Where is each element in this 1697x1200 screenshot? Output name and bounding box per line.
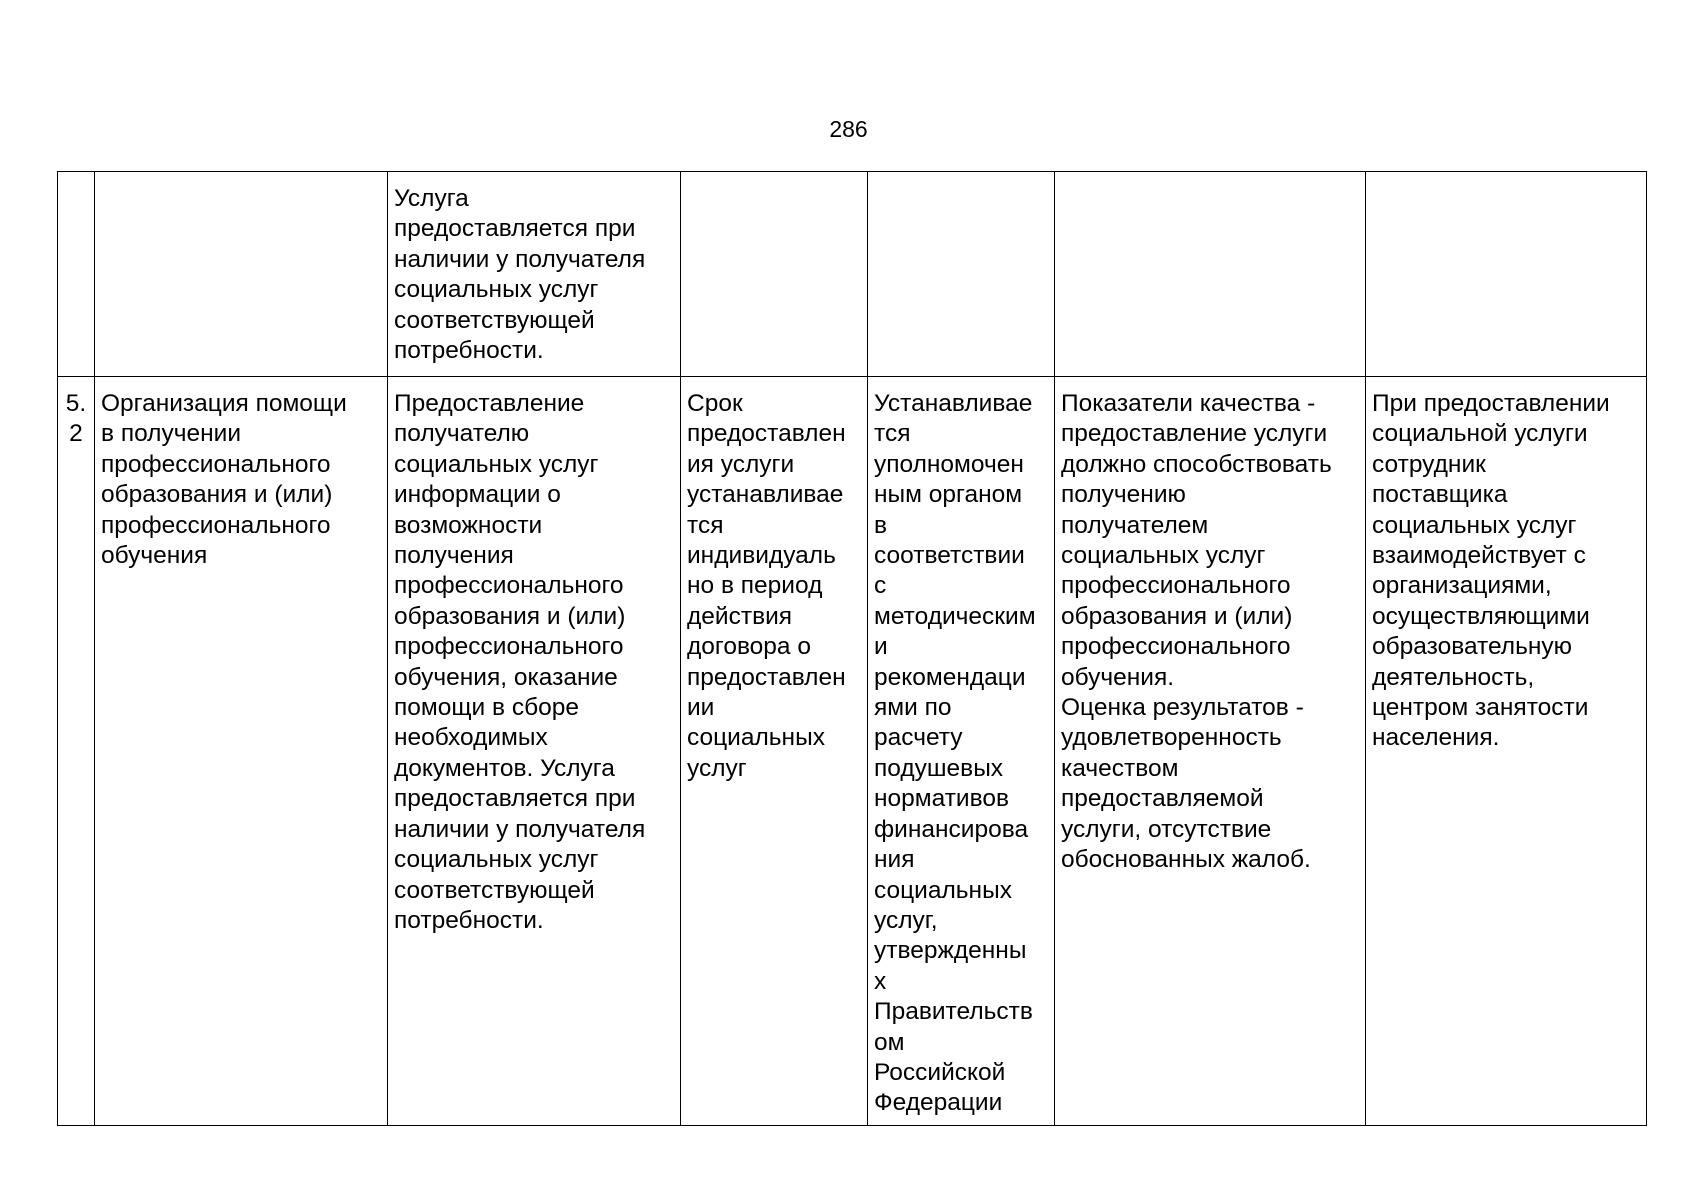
cell-service-name	[95, 172, 388, 377]
cell-service-term	[681, 172, 868, 377]
cell-service-quality: Показатели качества - предоставление услуги должно способствовать получению получателем социальных услуг профессионального образования и (или) профессионального обучения. Оценка результатов - удовлетворенность качеством предоставляемой услуги, отсутствие обоснованных жалоб.	[1055, 377, 1366, 1126]
table-row	[58, 172, 1647, 377]
cell-service-description: Услуга предоставляется при наличии у получателя социальных услуг соответствующей потребности.	[388, 172, 681, 377]
cell-number	[58, 172, 95, 377]
cell-service-quality	[1055, 172, 1366, 377]
services-table	[57, 171, 1647, 1126]
page-number: 286	[829, 116, 868, 142]
cell-service-conditions: При предоставлении социальной услуги сотрудник поставщика социальных услуг взаимодействует с организациями, осуществляющими образовательную деятельность, центром занятости населения.	[1366, 377, 1647, 1126]
cell-service-normative	[868, 172, 1055, 377]
cell-service-normative: Устанавливае тся уполномочен ным органом в соответствии с методическим и рекомендаци ями по расчету подушевых нормативов финансирова ния социальных услуг, утвержденны х Правительств ом Российской Федерации	[868, 377, 1055, 1126]
cell-service-conditions	[1366, 172, 1647, 377]
cell-number: 5. 2	[58, 377, 95, 1126]
cell-service-term: Срок предоставлен ия услуги устанавливае тся индивидуаль но в период действия договора о предоставлен ии социальных услуг	[681, 377, 868, 1126]
cell-service-description: Предоставление получателю социальных услуг информации о возможности получения профессионального образования и (или) профессионального обучения, оказание помощи в сборе необходимых документов. Услуга предоставляется при наличии у получателя социальных услуг соответствующей потребности.	[388, 377, 681, 1126]
cell-service-name: Организация помощи в получении профессионального образования и (или) профессионального обучения	[95, 377, 388, 1126]
table-row	[58, 377, 1647, 1126]
